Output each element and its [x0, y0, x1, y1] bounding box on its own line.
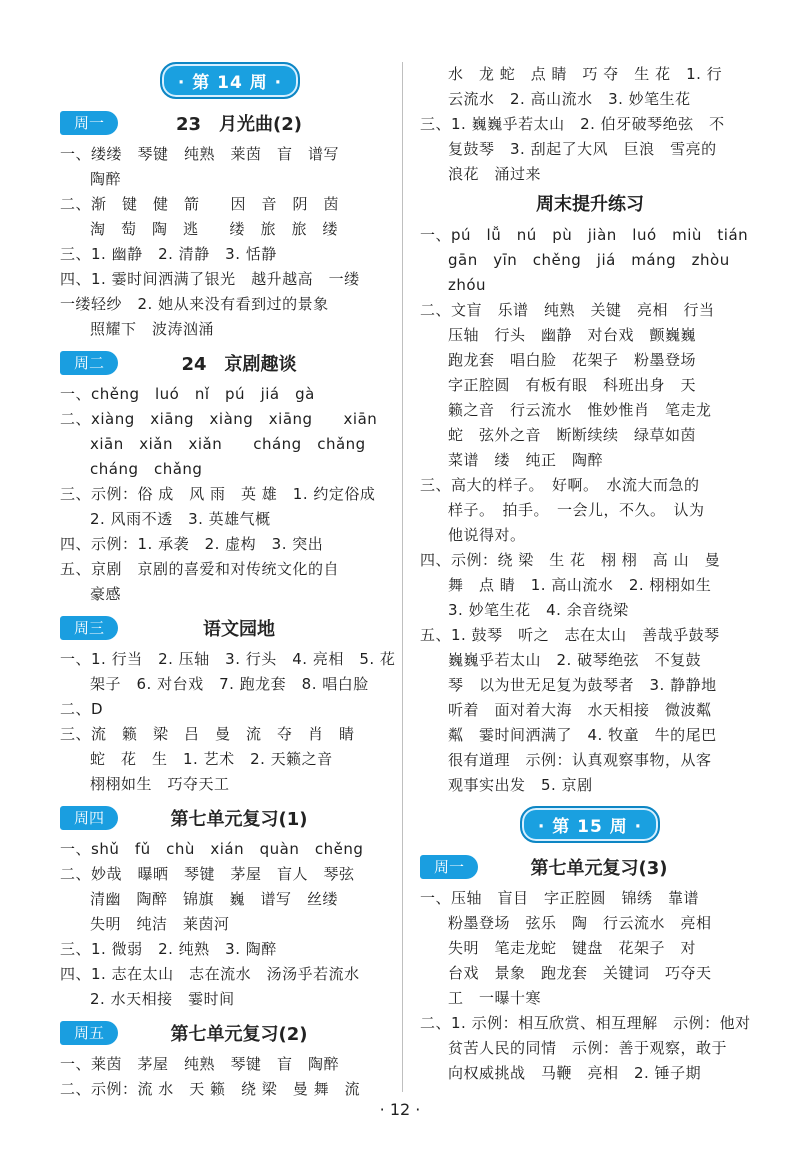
answer-line: 栩栩如生 巧夺天工 [90, 775, 230, 793]
answer-line: 二、1. 示例：相互欣赏、相互理解 示例：他对 [420, 1014, 751, 1032]
answers-week15-mon [420, 886, 760, 1086]
section-title: 23 月光曲(2) [175, 114, 303, 135]
answer-line: 复鼓琴 3. 刮起了大风 巨浪 雪亮的 [448, 140, 717, 158]
answer-line: 压轴 行头 幽静 对台戏 颤巍巍 [448, 326, 697, 344]
left-column [60, 62, 400, 1102]
section-header-fri [60, 1018, 400, 1048]
section-header-tue [60, 348, 400, 378]
answer-line: 跑龙套 唱白脸 花架子 粉墨登场 [448, 351, 697, 369]
section-title: 语文园地 [203, 619, 275, 640]
answers-wed [60, 647, 400, 797]
day-tag: 周三 [60, 616, 118, 640]
answer-line: gān yīn chěng jiá máng zhòu [448, 251, 730, 269]
day-tag: 周四 [60, 806, 118, 830]
answer-line: 2. 水天相接 霎时间 [90, 990, 235, 1008]
answer-line: 照耀下 波涛汹涌 [90, 320, 215, 338]
answer-line: 工 一曝十寒 [448, 989, 542, 1007]
answer-line: 水 龙 蛇 点 睛 巧 夺 生 花 1. 行 [448, 65, 723, 83]
answer-line: 他说得对。 [448, 526, 526, 544]
answer-line: 三、1. 幽静 2. 清静 3. 恬静 [60, 245, 277, 263]
answer-line: 一、压轴 盲目 字正腔圆 锦绣 靠谱 [420, 889, 700, 907]
answer-line: 三、流 籁 梁 吕 曼 流 夺 肖 睛 [60, 725, 355, 743]
answer-line: 粼 霎时间洒满了 4. 牧童 牛的尾巴 [448, 726, 717, 744]
column-divider [402, 62, 403, 1092]
day-tag: 周一 [60, 111, 118, 135]
answer-line: 台戏 景象 跑龙套 关键词 巧夺天 [448, 964, 712, 982]
answer-line: 二、D [60, 700, 104, 718]
answer-line: 三、高大的样子。 好啊。 水流大而急的 [420, 476, 700, 494]
answer-line: 浪花 涌过来 [448, 165, 542, 183]
answer-line: 二、示例：流 水 天 籁 绕 梁 曼 舞 流 [60, 1080, 361, 1098]
answer-line: 一、1. 行当 2. 压轴 3. 行头 4. 亮相 5. 花 [60, 650, 396, 668]
answer-line: 琴 以为世无足复为鼓琴者 3. 静静地 [448, 676, 717, 694]
section-title: 第七单元复习(2) [170, 1024, 308, 1045]
answer-line: 三、1. 微弱 2. 纯熟 3. 陶醉 [60, 940, 277, 958]
answer-line: 蛇 花 生 1. 艺术 2. 天籁之音 [90, 750, 333, 768]
answer-line: 一、shǔ fǔ chù xián quàn chěng [60, 840, 364, 858]
section-title: 24 京剧趣谈 [181, 354, 297, 375]
answer-line: 巍巍乎若太山 2. 破琴绝弦 不复鼓 [448, 651, 702, 669]
answer-line: 三、1. 巍巍乎若太山 2. 伯牙破琴绝弦 不 [420, 115, 725, 133]
answer-line: 四、示例：绕 梁 生 花 栩 栩 高 山 曼 [420, 551, 721, 569]
answer-line: 一、缕缕 琴键 纯熟 莱茵 盲 谱写 [60, 145, 340, 163]
answer-line: 云流水 2. 高山流水 3. 妙笔生花 [448, 90, 691, 108]
week-14-header [60, 62, 400, 102]
answer-line: xiān xiǎn xiǎn cháng chǎng [90, 435, 366, 453]
answer-line: 一缕轻纱 2. 她从来没有看到过的景象 [60, 295, 329, 313]
answer-line: 五、京剧 京剧的喜爱和对传统文化的自 [60, 560, 340, 578]
answer-line: 四、示例：1. 承袭 2. 虚构 3. 突出 [60, 535, 324, 553]
answer-line: 蛇 弦外之音 断断续续 绿草如茵 [448, 426, 697, 444]
answer-line: 二、妙哉 曝晒 琴键 茅屋 盲人 琴弦 [60, 865, 355, 883]
answer-line: 陶醉 [90, 170, 122, 188]
answer-line: 一、pú lǚ nú pù jiàn luó miù tián [420, 226, 749, 244]
answer-line: 五、1. 鼓琴 听之 志在太山 善哉乎鼓琴 [420, 626, 720, 644]
answer-line: 一、莱茵 茅屋 纯熟 琴键 盲 陶醉 [60, 1055, 340, 1073]
answer-line: 失明 纯洁 莱茵河 [90, 915, 230, 933]
right-column [420, 62, 760, 1086]
answer-line: 舞 点 睛 1. 高山流水 2. 栩栩如生 [448, 576, 712, 594]
answers-weekend [420, 223, 760, 798]
answer-line: 观事实出发 5. 京剧 [448, 776, 593, 794]
day-tag: 周五 [60, 1021, 118, 1045]
answers-mon [60, 142, 400, 342]
answer-line: 清幽 陶醉 锦旗 巍 谱写 丝缕 [90, 890, 339, 908]
answer-line: 籁之音 行云流水 惟妙惟肖 笔走龙 [448, 401, 712, 419]
answer-line: 二、文盲 乐谱 纯熟 关键 亮相 行当 [420, 301, 715, 319]
answer-line: 2. 风雨不透 3. 英雄气概 [90, 510, 271, 528]
answer-line: 菜谱 缕 纯正 陶醉 [448, 451, 604, 469]
answer-line: 向权威挑战 马鞭 亮相 2. 锤子期 [448, 1064, 702, 1082]
answer-line: 架子 6. 对台戏 7. 跑龙套 8. 唱白脸 [90, 675, 369, 693]
section-header-thu [60, 803, 400, 833]
day-tag: 周一 [420, 855, 478, 879]
week-15-header [420, 806, 760, 846]
answer-line: 豪感 [90, 585, 122, 603]
answer-line: cháng chǎng [90, 460, 203, 478]
answers-thu [60, 837, 400, 1012]
answer-line: 四、1. 霎时间洒满了银光 越升越高 一缕 [60, 270, 360, 288]
answer-line: 听着 面对着大海 水天相接 微波粼 [448, 701, 712, 719]
answer-line: 二、xiàng xiāng xiàng xiāng xiān [60, 410, 378, 428]
answers-fri [60, 1052, 400, 1102]
section-title: 第七单元复习(1) [170, 809, 308, 830]
answer-line: 很有道理 示例：认真观察事物，从客 [448, 751, 712, 769]
section-header-week15-mon [420, 852, 760, 882]
answer-line: 淘 萄 陶 逃 缕 旅 旅 缕 [90, 220, 339, 238]
week-badge: · 第 15 周 · [520, 806, 660, 843]
week-badge: · 第 14 周 · [160, 62, 300, 99]
section-header-wed [60, 613, 400, 643]
answer-line: 三、示例：俗 成 风 雨 英 雄 1. 约定俗成 [60, 485, 376, 503]
answer-line: 样子。 拍手。 一会儿，不久。 认为 [448, 501, 705, 519]
section-header-mon [60, 108, 400, 138]
answer-line: 失明 笔走龙蛇 键盘 花架子 对 [448, 939, 697, 957]
page-number: · 12 · [379, 1100, 421, 1119]
answer-line: 一、chěng luó nǐ pú jiá gà [60, 385, 315, 403]
answer-line: 3. 妙笔生花 4. 余音绕梁 [448, 601, 629, 619]
answer-line: 字正腔圆 有板有眼 科班出身 天 [448, 376, 697, 394]
section-title: 第七单元复习(3) [530, 858, 668, 879]
answer-line: 粉墨登场 弦乐 陶 行云流水 亮相 [448, 914, 712, 932]
answer-line: 四、1. 志在太山 志在流水 汤汤乎若流水 [60, 965, 360, 983]
day-tag: 周二 [60, 351, 118, 375]
answer-line: zhóu [448, 276, 487, 294]
answers-fri-continued [420, 62, 760, 187]
answers-tue [60, 382, 400, 607]
answer-line: 二、渐 键 健 箭 因 音 阴 茵 [60, 195, 340, 213]
answer-line: 贫苦人民的同情 示例：善于观察，敢于 [448, 1039, 728, 1057]
weekend-practice-title: 周末提升练习 [536, 194, 644, 215]
